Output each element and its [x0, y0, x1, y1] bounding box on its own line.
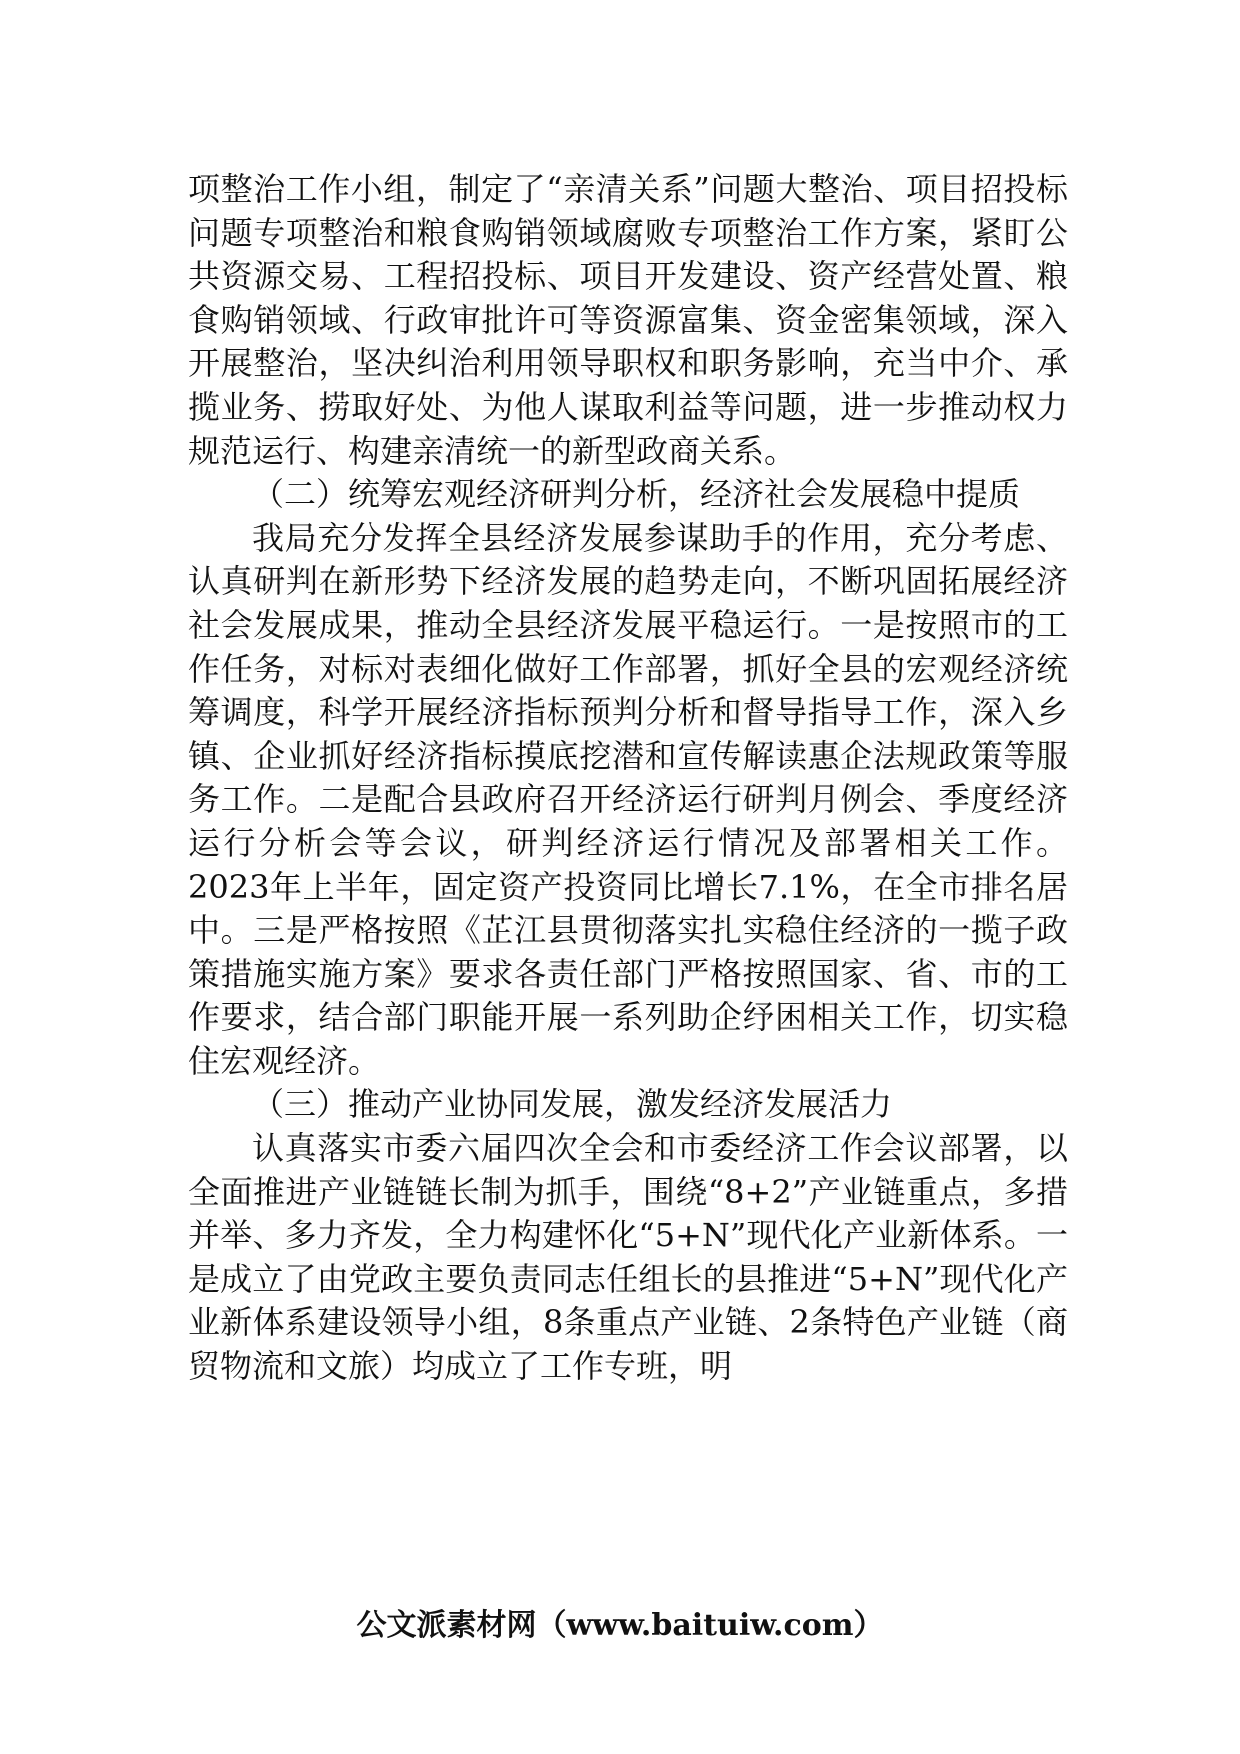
- section-heading-3: （三）推动产业协同发展，激发经济发展活力: [252, 1085, 893, 1124]
- paragraph-continuation: 项整治工作小组，制定了“亲清关系”问题大整治、项目招投标问题专项整治和粮食购销领域腐败专项整治工作方案，紧盯公共资源交易、工程招投标、项目开发建设、资产经营处置、粮食购销领域、行政审批许可等资源富集、资金密集领域，深入开展整治，坚决纠治利用领导职权和职务影响，充当中介、承揽业务、捞取好处、为他人谋取利益等问题，进一步推动权力规范运行、构建亲清统一的新型政商关系。: [188, 170, 1068, 470]
- paragraph-body-3: 认真落实市委六届四次全会和市委经济工作会议部署，以全面推进产业链链长制为抓手，围绕“8+2”产业链重点，多措并举、多力齐发，全力构建怀化“5+N”现代化产业新体系。一是成立了由党政主要负责同志任组长的县推进“5+N”现代化产业新体系建设领导小组，8条重点产业链、2条特色产业链（商贸物流和文旅）均成立了工作专班，明: [188, 1129, 1068, 1386]
- section-heading-2: （二）统筹宏观经济研判分析，经济社会发展稳中提质: [252, 475, 1021, 514]
- document-body: [188, 168, 1068, 1389]
- paragraph-body-2: 我局充分发挥全县经济发展参谋助手的作用，充分考虑、认真研判在新形势下经济发展的趋势走向，不断巩固拓展经济社会发展成果，推动全县经济发展平稳运行。一是按照市的工作任务，对标对表细化做好工作部署，抓好全县的宏观经济统筹调度，科学开展经济指标预判分析和督导指导工作，深入乡镇、企业抓好经济指标摸底挖潜和宣传解读惠企法规政策等服务工作。二是配合县政府召开经济运行研判月例会、季度经济运行分析会等会议，研判经济运行情况及部署相关工作。2023年上半年，固定资产投资同比增长7.1%，在全市排名居中。三是严格按照《芷江县贯彻落实扎实稳住经济的一揽子政策措施实施方案》要求各责任部门严格按照国家、省、市的工作要求，结合部门职能开展一系列助企纾困相关工作，切实稳住宏观经济。: [188, 518, 1068, 1080]
- footer-watermark: 公文派素材网（www.baituiw.com）: [356, 1608, 884, 1643]
